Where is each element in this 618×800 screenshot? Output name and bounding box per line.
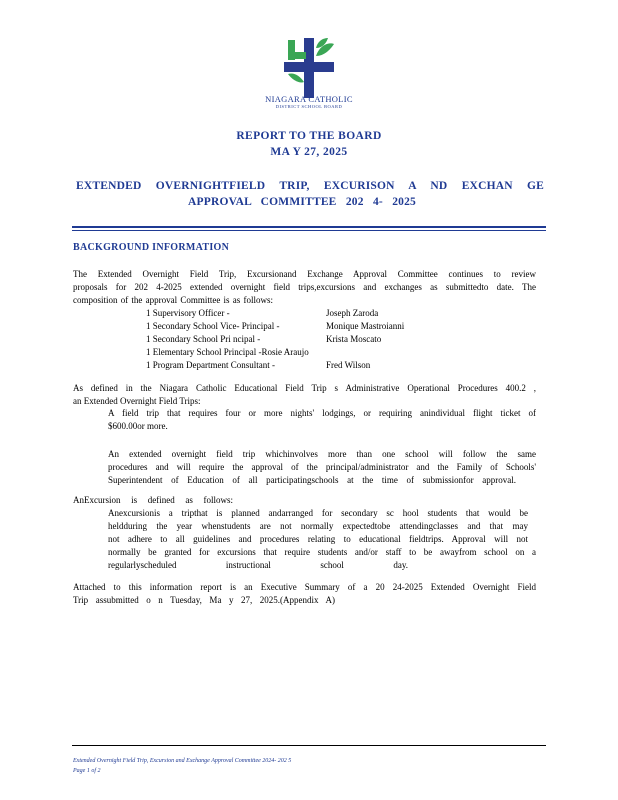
intro-line-2: proposals for 202 4-2025 extended overnight field trips,excursions and exchanges as submittedto date. The xyxy=(73,282,536,292)
definition-intro-line-1: As defined in the Niagara Catholic Educational Field Trip s Administrative Operational Procedures 400.2 , xyxy=(73,383,536,393)
header-rule-thick xyxy=(72,226,546,228)
section-heading: BACKGROUND INFORMATION xyxy=(73,242,230,253)
subject-line-1: EXTENDED OVERNIGHTFIELD TRIP, EXCURISON A ND EXCHAN GE xyxy=(76,180,544,192)
extended-trip-bullet-line-1: An extended overnight field trip whichinvolves more than one school will follow the same xyxy=(108,449,536,459)
footer-rule xyxy=(72,745,546,746)
committee-member: 1 Program Department Consultant - Fred Wilson xyxy=(146,360,371,370)
excursion-bullet-line-3: not adhere to all guidelines and procedures relating to educational fieldtrips. Approval will not xyxy=(108,534,528,544)
subject-line-2: APPROVAL COMMITTEE 202 4- 2025 xyxy=(188,196,416,208)
extended-trip-bullet-line-2: procedures and will require the approval of the principal/administrator and the Family of Schools' xyxy=(108,462,536,472)
extended-trip-bullet-line-3: Superintendent of Education of all participatingschools at the time of submissionfor approval. xyxy=(108,475,516,485)
field-trip-bullet-line-2: $600.00or more. xyxy=(108,421,168,431)
excursion-heading: AnExcursion is defined as follows: xyxy=(73,495,233,505)
excursion-bullet-line-5: regularlyscheduled instructional school day. xyxy=(108,560,408,570)
excursion-bullet-line-1: Anexcursionis a tripthat is planned andarranged for secondary sc hool students that would be xyxy=(108,508,528,518)
header-rule-thin xyxy=(72,230,546,231)
committee-member: 1 Secondary School Vice- Principal - Monique Mastroianni xyxy=(146,321,405,331)
attachment-line-2: Trip assubmitted o n Tuesday, Ma y 27, 2025.(Appendix A) xyxy=(73,595,335,605)
excursion-bullet-line-4: normally be granted for excursions that require students and/or staff to be awayfrom school on a xyxy=(108,547,536,557)
footer-title: Extended Overnight Field Trip, Excursion and Exchange Approval Committee 2024- 202 5 xyxy=(73,758,292,764)
excursion-bullet-line-2: heldduring the year whenstudents are not normally expectedtobe attendingclasses and that may xyxy=(108,521,528,531)
report-date: MA Y 27, 2025 xyxy=(270,146,348,158)
committee-member: 1 Secondary School Pri ncipal - Krista Moscato xyxy=(146,334,382,344)
definition-intro-line-2: an Extended Overnight Field Trips: xyxy=(73,396,201,406)
committee-member: 1 Elementary School Principal -Rosie Araujo xyxy=(146,347,309,357)
footer-page-number: Page 1 of 2 xyxy=(73,768,101,774)
report-title: REPORT TO THE BOARD xyxy=(236,130,382,142)
logo-subtitle: DISTRICT SCHOOL BOARD xyxy=(275,104,343,109)
attachment-line-1: Attached to this information report is an Executive Summary of a 20 24-2025 Extended Overnight Field xyxy=(73,582,536,592)
intro-line-1: The Extended Overnight Field Trip, Excursionand Exchange Approval Committee continues to review xyxy=(73,269,536,279)
intro-line-3: composition of the approval Committee is as follows: xyxy=(73,295,273,305)
logo-wordmark: NIAGARA CATHOLIC xyxy=(265,94,353,104)
committee-member: 1 Supervisory Officer - Joseph Zaroda xyxy=(146,308,379,318)
field-trip-bullet-line-1: A field trip that requires four or more nights' lodgings, or requiring anindividual flight ticket of xyxy=(108,408,536,418)
